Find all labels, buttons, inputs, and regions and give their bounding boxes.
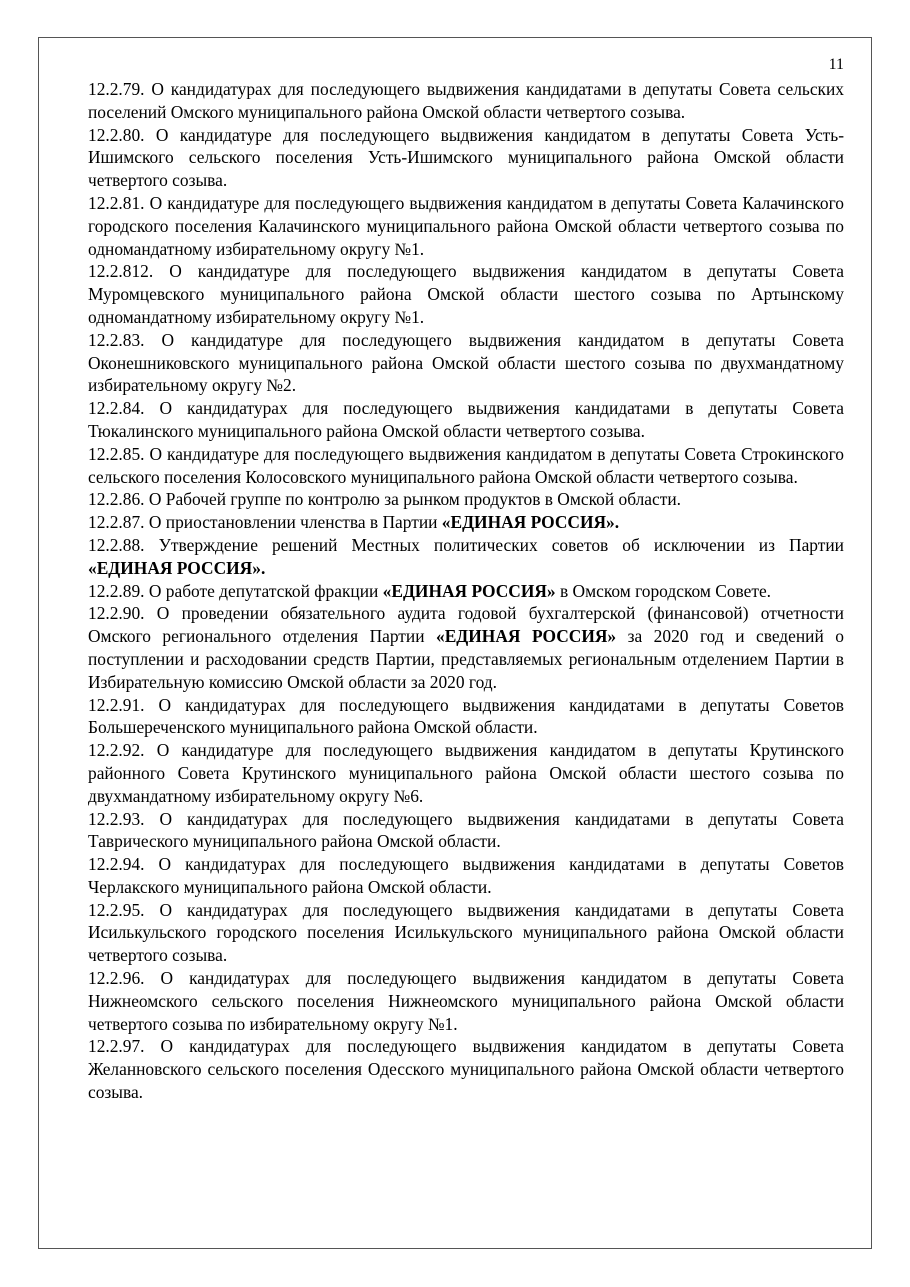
agenda-item-text: 12.2.92. О кандидатуре для последующего выдвижения кандидатом в депутаты Крутинского районного Совета Крутинского муниципального района Омской области шестого созыва по двухмандатному избирательному округу №6. [88, 740, 844, 806]
agenda-item-text: 12.2.96. О кандидатурах для последующего выдвижения кандидатом в депутаты Совета Нижнеомского сельского поселения Нижнеомского муниципального района Омской области четвертого созыва по избирательному округу №1. [88, 968, 844, 1034]
party-name: «ЕДИНАЯ РОССИЯ» [436, 626, 617, 647]
agenda-item-text: за 2020 год и сведений о поступлении и расходовании средств Партии, представляемых региональным отделением Партии в Избирательную комиссию Омской области за 2020 год. [88, 626, 844, 692]
agenda-item-text: 12.2.87. О приостановлении членства в Партии [88, 512, 442, 533]
agenda-item [88, 899, 844, 967]
agenda-item-text: 12.2.95. О кандидатурах для последующего выдвижения кандидатами в депутаты Совета Исилькульского городского поселения Исилькульского муниципального района Омской области четвертого созыва. [88, 899, 844, 966]
agenda-item-text: 12.2.89. О работе депутатской фракции [88, 580, 383, 601]
agenda-item [88, 260, 844, 328]
agenda-item [88, 488, 844, 511]
agenda-item-text: 12.2.85. О кандидатуре для последующего выдвижения кандидатом в депутаты Совета Строкинского сельского поселения Колосовского муниципального района Омской области четвертого созыва. [88, 443, 844, 487]
agenda-item-text: 12.2.86. О Рабочей группе по контролю за рынком продуктов в Омской области. [88, 489, 681, 510]
agenda-item-text: 12.2.97. О кандидатурах для последующего выдвижения кандидатом в депутаты Совета Желанновского сельского поселения Одесского муниципального района Омской области четвертого созыва. [88, 1036, 844, 1103]
agenda-item [88, 580, 844, 603]
party-name: «ЕДИНАЯ РОССИЯ» [382, 580, 556, 601]
party-name: «ЕДИНАЯ РОССИЯ». [88, 557, 266, 578]
agenda-item [88, 967, 844, 1035]
agenda-item-text: 12.2.84. О кандидатурах для последующего выдвижения кандидатами в депутаты Совета Тюкалинского муниципального района Омской области четвертого созыва. [88, 398, 844, 441]
agenda-item-text: 12.2.812. О кандидатуре для последующего выдвижения кандидатом в депутаты Совета Муромцевского муниципального района Омской области шестого созыва по Артынскому одномандатному избирательному округу №1. [88, 261, 844, 327]
agenda-item [88, 443, 844, 489]
agenda-item [88, 694, 844, 740]
agenda-item [88, 853, 844, 899]
agenda-item [88, 1035, 844, 1103]
agenda-item [88, 329, 844, 397]
agenda-item [88, 534, 844, 580]
agenda-item-text: 12.2.79. О кандидатурах для последующего выдвижения кандидатами в депутаты Совета сельских поселений Омского муниципального района Омской области четвертого созыва. [88, 79, 844, 122]
agenda-item [88, 397, 844, 443]
agenda-item-text: 12.2.83. О кандидатуре для последующего выдвижения кандидатом в депутаты Совета Оконешниковского муниципального района Омской области шестого созыва по двухмандатному избирательному округу №2. [88, 329, 844, 396]
page-number: 11 [828, 56, 844, 73]
agenda-item-text: в Омском городском Совете. [555, 580, 772, 601]
party-name: «ЕДИНАЯ РОССИЯ». [441, 512, 620, 533]
agenda-item-text: 12.2.88. Утверждение решений Местных политических советов об исключении из Партии [88, 534, 844, 555]
agenda-item [88, 124, 844, 192]
agenda-item-text: 12.2.80. О кандидатуре для последующего выдвижения кандидатом в депутаты Совета Усть-Ишимского сельского поселения Усть-Ишимского муниципального района Омской области четвертого созыва. [88, 124, 844, 191]
agenda-item [88, 602, 844, 693]
agenda-item [88, 192, 844, 260]
agenda-item [88, 739, 844, 807]
agenda-item-text: 12.2.94. О кандидатурах для последующего выдвижения кандидатами в депутаты Советов Черлакского муниципального района Омской области. [88, 854, 844, 897]
document-body [88, 78, 844, 1104]
agenda-item [88, 78, 844, 124]
agenda-item-text: 12.2.81. О кандидатуре для последующего выдвижения кандидатом в депутаты Совета Калачинского городского поселения Калачинского муниципального района Омской области четвертого созыва по одномандатному избирательному округу №1. [88, 192, 844, 259]
agenda-item [88, 808, 844, 854]
agenda-item-text: 12.2.93. О кандидатурах для последующего выдвижения кандидатами в депутаты Совета Таврического муниципального района Омской области. [88, 808, 844, 852]
agenda-item [88, 511, 844, 534]
agenda-item-text: 12.2.90. О проведении обязательного аудита годовой бухгалтерской (финансовой) отчетности Омского регионального отделения Партии [88, 603, 844, 647]
agenda-item-text: 12.2.91. О кандидатурах для последующего выдвижения кандидатами в депутаты Советов Большереченского муниципального района Омской области. [88, 694, 844, 738]
